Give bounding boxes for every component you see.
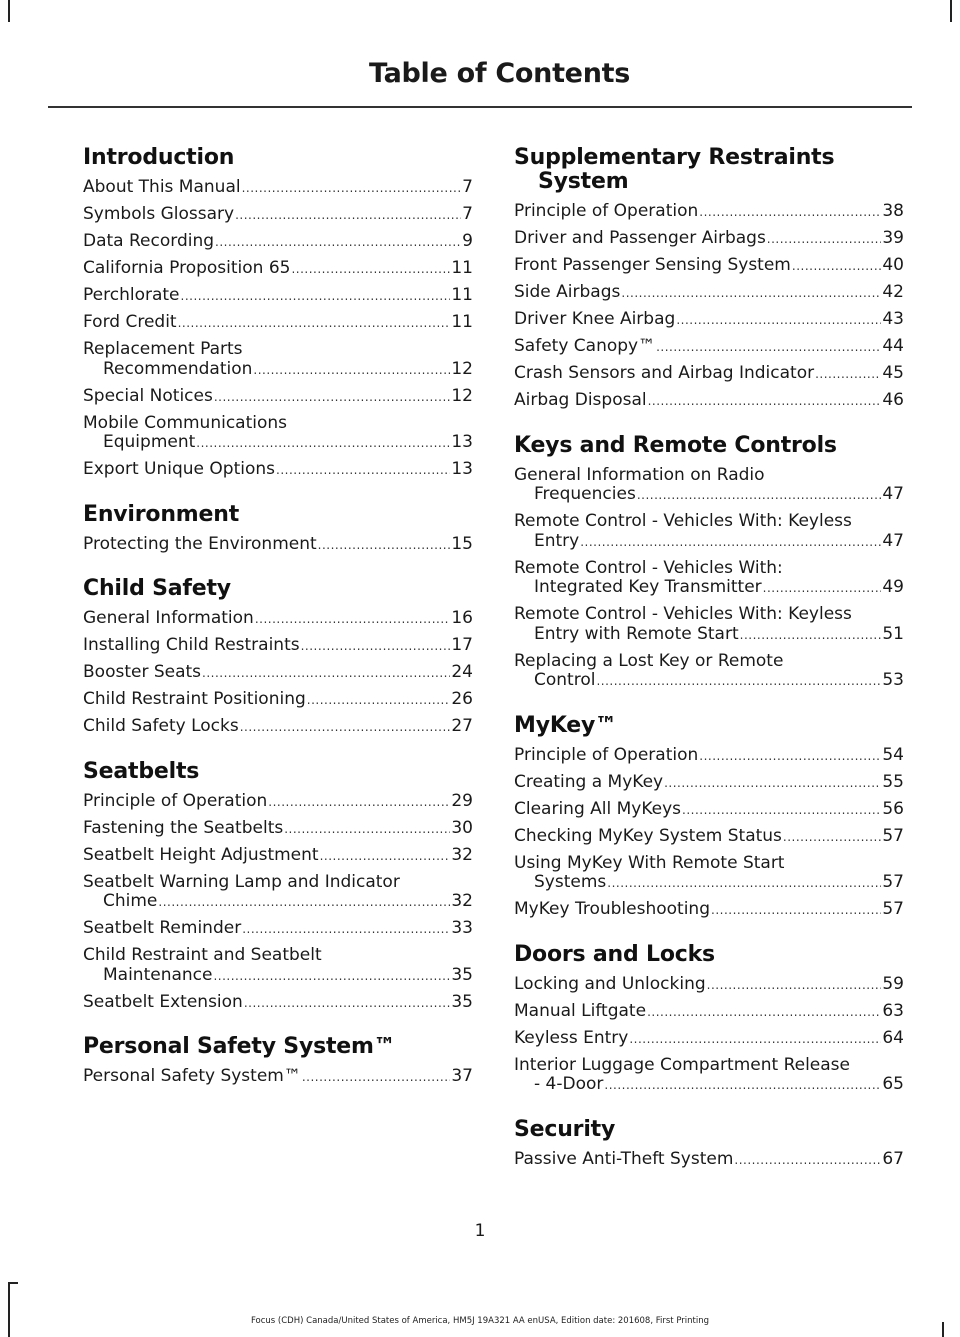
dot-leader — [604, 1076, 881, 1096]
toc-entry-title: Maintenance — [103, 964, 213, 985]
toc-entry-title: Child Restraint and Seatbelt — [83, 945, 322, 965]
dot-leader — [621, 284, 881, 304]
dot-leader — [629, 1030, 881, 1050]
toc-entry-title: Remote Control - Vehicles With: Keyless — [514, 604, 852, 624]
toc-entry-title: Creating a MyKey — [514, 771, 664, 792]
section-heading — [514, 146, 904, 194]
dot-leader — [276, 461, 450, 481]
toc-entry-page: 40 — [882, 255, 904, 275]
toc-entry-page: 65 — [882, 1074, 904, 1094]
toc-entry-title: Mobile Communications — [83, 412, 288, 433]
toc-entry-row — [83, 460, 473, 481]
toc-entry-title: Ford Credit — [83, 312, 177, 332]
crop-mark-bottom-left — [8, 1282, 10, 1337]
toc-entry-title: Passive Anti-Theft System — [514, 1148, 734, 1169]
header-divider — [48, 106, 912, 108]
dot-leader — [202, 664, 450, 684]
dot-leader — [682, 801, 881, 821]
toc-entry-row — [83, 819, 473, 840]
toc-entry-page: 59 — [882, 973, 904, 994]
toc-entry[interactable] — [83, 1067, 473, 1088]
toc-section — [83, 503, 473, 556]
toc-entry-row — [514, 873, 904, 894]
dot-leader — [637, 486, 882, 506]
toc-entry-title: Seatbelt Extension — [83, 991, 243, 1012]
toc-entry-title: Export Unique Options — [83, 459, 276, 479]
toc-entry-title: Seatbelt Height Adjustment — [83, 844, 319, 865]
toc-entry-row — [83, 993, 473, 1014]
toc-entry-title: Symbols Glossary — [83, 204, 235, 224]
dot-leader — [783, 828, 881, 848]
toc-entry-title: Remote Control - Vehicles With: Keyless — [514, 511, 852, 531]
toc-section — [514, 434, 904, 692]
toc-entry-row — [83, 966, 473, 987]
toc-entry-title: Seatbelt Reminder — [83, 918, 242, 938]
toc-entry-row — [514, 1029, 904, 1050]
toc-entry-page: 7 — [462, 177, 473, 197]
toc-entry-page: 44 — [882, 336, 904, 356]
dot-leader — [767, 230, 882, 250]
dot-leader — [307, 691, 451, 711]
toc-entry[interactable] — [514, 1029, 904, 1050]
toc-entry-row — [83, 690, 473, 711]
dot-leader — [711, 901, 881, 921]
dot-leader — [318, 536, 451, 556]
toc-entry-row — [514, 391, 904, 412]
dot-leader — [648, 392, 882, 412]
toc-entry[interactable] — [514, 391, 904, 412]
toc-entry-page: 55 — [882, 771, 904, 792]
toc-entry[interactable] — [514, 512, 904, 552]
toc-entry[interactable] — [83, 946, 473, 986]
toc-entry-page: 57 — [882, 825, 904, 846]
toc-entry-row — [83, 360, 473, 381]
toc-entry-row — [514, 900, 904, 921]
toc-entry[interactable] — [514, 337, 904, 358]
toc-entry-title: Booster Seats — [83, 662, 202, 682]
toc-entry-page: 30 — [451, 817, 473, 838]
toc-entry[interactable] — [514, 1056, 904, 1096]
dot-leader — [699, 203, 881, 223]
toc-entry-title: Locking and Unlocking — [514, 973, 706, 994]
toc-entry-row — [514, 364, 904, 385]
dot-leader — [707, 976, 882, 996]
section-heading-line: Doors and Locks — [514, 941, 715, 967]
dot-leader — [291, 260, 450, 280]
toc-entry-row — [83, 717, 473, 738]
toc-entry-title: Control — [534, 670, 596, 690]
section-heading-line: Security — [514, 1116, 616, 1142]
toc-entry-page: 11 — [451, 285, 473, 305]
toc-entry-title: California Proposition 65 — [83, 258, 291, 278]
toc-entry-row — [514, 229, 904, 250]
toc-entry-page: 11 — [451, 312, 473, 332]
dot-leader — [235, 206, 461, 226]
toc-entry-title: Recommendation — [103, 358, 253, 379]
toc-entry-title: Seatbelt Warning Lamp and Indicator — [83, 871, 400, 892]
toc-entry-title: - 4-Door — [534, 1074, 604, 1094]
toc-entry-page: 29 — [451, 790, 473, 811]
toc-entry-page: 64 — [882, 1027, 904, 1048]
toc-entry-page: 57 — [882, 899, 904, 919]
toc-entry-page: 57 — [882, 872, 904, 892]
toc-entry-page: 54 — [882, 744, 904, 765]
toc-entry-title: Entry — [534, 530, 580, 551]
section-heading — [83, 1035, 473, 1059]
toc-entry-row — [514, 746, 904, 767]
toc-entry[interactable] — [83, 663, 473, 684]
crop-mark-top-left — [8, 0, 10, 22]
toc-entry[interactable] — [83, 717, 473, 738]
toc-entry[interactable] — [83, 414, 473, 454]
toc-entry-title: Front Passenger Sensing System — [514, 255, 791, 275]
dot-leader — [284, 820, 450, 840]
toc-entry[interactable] — [83, 205, 473, 226]
toc-entry-page: 35 — [451, 991, 473, 1012]
toc-entry-row — [514, 1075, 904, 1096]
dot-leader — [301, 637, 451, 657]
toc-entry-title: Perchlorate — [83, 285, 180, 305]
toc-section — [514, 714, 904, 921]
dot-leader — [213, 967, 450, 987]
toc-entry-row — [514, 202, 904, 223]
section-heading-line: Keys and Remote Controls — [514, 432, 837, 458]
toc-entry-title: About This Manual — [83, 177, 241, 197]
toc-entry-title: Installing Child Restraints — [83, 635, 300, 655]
toc-entry-title: MyKey Troubleshooting — [514, 899, 710, 919]
toc-entry-title: Side Airbags — [514, 282, 621, 302]
toc-entry-page: 42 — [882, 282, 904, 302]
toc-entry-page: 37 — [451, 1066, 473, 1086]
toc-entry[interactable] — [83, 919, 473, 940]
toc-entry-title: General Information on Radio — [514, 464, 765, 485]
dot-leader — [656, 338, 881, 358]
dot-leader — [240, 718, 451, 738]
toc-entry[interactable] — [514, 773, 904, 794]
toc-entry-page: 46 — [882, 390, 904, 410]
toc-entry[interactable] — [514, 202, 904, 223]
toc-entry-title: Child Safety Locks — [83, 716, 239, 736]
dot-leader — [664, 774, 881, 794]
dot-leader — [740, 626, 882, 646]
crop-mark-bottom-left-h — [8, 1282, 18, 1284]
toc-entry-row — [83, 286, 473, 307]
section-heading — [83, 146, 473, 170]
toc-entry-title: Keyless Entry — [514, 1027, 629, 1048]
toc-entry[interactable] — [514, 466, 904, 506]
toc-entry[interactable] — [514, 283, 904, 304]
toc-entry-page: 38 — [882, 201, 904, 221]
toc-entry[interactable] — [83, 460, 473, 481]
dot-leader — [181, 287, 451, 307]
dot-leader — [302, 1068, 451, 1088]
toc-entry-title: Child Restraint Positioning — [83, 689, 306, 709]
toc-entry-page: 13 — [451, 459, 473, 479]
section-heading — [514, 434, 904, 458]
toc-entry-row — [514, 310, 904, 331]
toc-entry-row — [514, 671, 904, 692]
toc-entry[interactable] — [83, 232, 473, 253]
toc-entry-title: Integrated Key Transmitter — [534, 577, 762, 597]
toc-section — [83, 1035, 473, 1088]
dot-leader — [320, 847, 451, 867]
toc-entry[interactable] — [514, 652, 904, 692]
toc-entry-title: Replacement Parts — [83, 339, 243, 359]
section-heading-line: Supplementary Restraints — [514, 145, 835, 170]
toc-entry-page: 15 — [451, 533, 473, 554]
toc-entry-row — [514, 1150, 904, 1171]
toc-entry-title: Fastening the Seatbelts — [83, 817, 284, 838]
toc-entry-title: Principle of Operation — [514, 201, 699, 221]
toc-entry-title: Airbag Disposal — [514, 390, 647, 410]
toc-entry-row — [514, 827, 904, 848]
toc-entry-page: 53 — [882, 670, 904, 690]
toc-entry[interactable] — [83, 340, 473, 380]
dot-leader — [763, 579, 882, 599]
dot-leader — [178, 314, 451, 334]
toc-entry[interactable] — [83, 993, 473, 1014]
dot-leader — [734, 1151, 881, 1171]
toc-entry[interactable] — [83, 873, 473, 913]
toc-entry-row — [514, 975, 904, 996]
toc-entry-page: 56 — [882, 798, 904, 819]
dot-leader — [792, 257, 881, 277]
toc-entry[interactable] — [83, 259, 473, 280]
dot-leader — [647, 1003, 881, 1023]
toc-entry-row — [514, 625, 904, 646]
dot-leader — [244, 994, 451, 1014]
toc-entry-row — [83, 892, 473, 913]
dot-leader — [580, 533, 881, 553]
toc-entry-page: 51 — [882, 623, 904, 644]
toc-entry[interactable] — [514, 746, 904, 767]
toc-entry[interactable] — [83, 690, 473, 711]
page-number: 1 — [474, 1221, 486, 1241]
toc-entry-title: Using MyKey With Remote Start — [514, 852, 785, 873]
toc-entry-title: Clearing All MyKeys — [514, 798, 682, 819]
toc-entry-page: 13 — [451, 432, 473, 452]
toc-entry-title: Chime — [103, 891, 158, 911]
section-heading — [83, 760, 473, 784]
toc-entry[interactable] — [83, 609, 473, 630]
toc-entry-page: 12 — [451, 385, 473, 406]
toc-entry-page: 27 — [451, 716, 473, 736]
toc-entry[interactable] — [514, 975, 904, 996]
toc-entry[interactable] — [514, 1150, 904, 1171]
dot-leader — [253, 361, 450, 381]
dot-leader — [215, 233, 461, 253]
toc-entry[interactable] — [514, 605, 904, 645]
toc-entry[interactable] — [514, 364, 904, 385]
toc-entry-page: 17 — [451, 635, 473, 655]
toc-entry-row — [83, 232, 473, 253]
toc-section — [83, 577, 473, 738]
toc-entry-page: 49 — [882, 577, 904, 597]
toc-entry[interactable] — [83, 792, 473, 813]
toc-entry-title: Equipment — [103, 432, 196, 452]
toc-entry-page: 67 — [882, 1148, 904, 1169]
toc-entry-row — [83, 178, 473, 199]
toc-entry-title: Principle of Operation — [83, 790, 268, 811]
toc-section — [514, 146, 904, 412]
toc-section — [83, 146, 473, 481]
section-heading — [514, 714, 904, 738]
dot-leader — [699, 747, 881, 767]
section-heading-line: System — [538, 169, 629, 194]
toc-entry-row — [514, 773, 904, 794]
footer-edition-info: Focus (CDH) Canada/United States of America, HM5J 19A321 AA enUSA, Edition date: 201608, First Printing — [250, 1316, 710, 1326]
toc-entry[interactable] — [83, 387, 473, 408]
toc-entry-title: Data Recording — [83, 231, 215, 251]
toc-entry-row — [83, 433, 473, 454]
toc-entry-title: Personal Safety System™ — [83, 1066, 301, 1086]
toc-entry-title: General Information — [83, 608, 254, 628]
toc-entry-row — [83, 535, 473, 556]
toc-entry-row — [83, 259, 473, 280]
toc-section — [514, 1118, 904, 1171]
toc-entry-page: 35 — [451, 964, 473, 985]
toc-entry-row — [83, 387, 473, 408]
toc-entry-row — [83, 313, 473, 334]
toc-entry-row — [514, 800, 904, 821]
toc-entry-title: Interior Luggage Compartment Release — [514, 1054, 850, 1075]
toc-entry-title: Replacing a Lost Key or Remote — [514, 650, 784, 671]
toc-entry-page: 33 — [451, 918, 473, 938]
toc-entry[interactable] — [514, 1002, 904, 1023]
toc-entry-title: Driver Knee Airbag — [514, 309, 676, 329]
toc-entry-page: 26 — [451, 689, 473, 709]
toc-entry-title: Entry with Remote Start — [534, 623, 739, 644]
toc-entry-title: Protecting the Environment — [83, 533, 317, 554]
toc-entry-page: 43 — [882, 309, 904, 329]
dot-leader — [815, 365, 881, 385]
toc-entry[interactable] — [514, 900, 904, 921]
dot-leader — [242, 179, 462, 199]
toc-entry[interactable] — [514, 800, 904, 821]
toc-entry-page: 12 — [451, 358, 473, 379]
section-heading — [514, 943, 904, 967]
toc-entry-page: 32 — [451, 891, 473, 911]
toc-entry-row — [83, 663, 473, 684]
toc-entry-row — [83, 609, 473, 630]
toc-entry-title: Manual Liftgate — [514, 1000, 647, 1021]
toc-entry-title: Systems — [534, 872, 607, 892]
section-heading-line: Child Safety — [83, 576, 231, 601]
section-heading-line: MyKey™ — [514, 712, 617, 738]
toc-entry-page: 63 — [882, 1000, 904, 1021]
toc-column-right — [514, 146, 904, 1192]
toc-entry-page: 16 — [451, 608, 473, 628]
toc-entry[interactable] — [83, 535, 473, 556]
toc-entry-row — [83, 846, 473, 867]
dot-leader — [214, 388, 451, 408]
toc-entry-title: Special Notices — [83, 385, 213, 406]
toc-entry[interactable] — [83, 313, 473, 334]
toc-entry-page: 47 — [882, 484, 904, 504]
toc-entry[interactable] — [514, 256, 904, 277]
toc-entry-row — [514, 283, 904, 304]
section-heading — [83, 577, 473, 601]
toc-entry-row — [514, 256, 904, 277]
toc-section — [83, 760, 473, 1014]
toc-entry-row — [83, 1067, 473, 1088]
toc-entry-row — [83, 792, 473, 813]
toc-entry-title: Checking MyKey System Status — [514, 825, 782, 846]
toc-section — [514, 943, 904, 1096]
toc-entry-page: 9 — [462, 231, 473, 251]
section-heading — [514, 1118, 904, 1142]
toc-entry[interactable] — [83, 286, 473, 307]
toc-entry[interactable] — [83, 846, 473, 867]
dot-leader — [596, 672, 881, 692]
toc-entry-title: Remote Control - Vehicles With: — [514, 557, 783, 578]
toc-entry-title: Principle of Operation — [514, 744, 699, 765]
section-heading-line: Environment — [83, 501, 240, 527]
toc-entry[interactable] — [83, 178, 473, 199]
toc-entry[interactable] — [514, 310, 904, 331]
dot-leader — [255, 610, 451, 630]
dot-leader — [242, 920, 450, 940]
toc-entry-page: 45 — [882, 363, 904, 383]
section-heading-line: Seatbelts — [83, 758, 200, 784]
toc-entry-page: 24 — [451, 662, 473, 682]
toc-entry-title: Driver and Passenger Airbags — [514, 228, 766, 248]
crop-mark-top-right — [950, 0, 952, 22]
toc-entry[interactable] — [514, 559, 904, 599]
toc-entry-page: 11 — [451, 258, 473, 278]
toc-entry[interactable] — [514, 229, 904, 250]
toc-entry-row — [514, 532, 904, 553]
toc-entry-title: Frequencies — [534, 484, 636, 504]
dot-leader — [268, 793, 450, 813]
toc-entry[interactable] — [83, 636, 473, 657]
toc-entry-row — [514, 578, 904, 599]
dot-leader — [158, 893, 450, 913]
toc-entry-row — [514, 485, 904, 506]
toc-entry-row — [83, 919, 473, 940]
toc-entry-page: 39 — [882, 228, 904, 248]
toc-entry-page: 47 — [882, 530, 904, 551]
toc-entry[interactable] — [514, 827, 904, 848]
toc-entry-row — [514, 337, 904, 358]
toc-column-left — [83, 146, 473, 1110]
toc-entry-page: 32 — [451, 844, 473, 865]
section-heading-line: Introduction — [83, 145, 235, 170]
toc-entry[interactable] — [514, 854, 904, 894]
toc-entry-row — [83, 636, 473, 657]
toc-entry[interactable] — [83, 819, 473, 840]
toc-entry-title: Crash Sensors and Airbag Indicator — [514, 363, 815, 383]
toc-entry-row — [514, 1002, 904, 1023]
dot-leader — [676, 311, 881, 331]
toc-entry-row — [83, 205, 473, 226]
section-heading — [83, 503, 473, 527]
dot-leader — [607, 874, 881, 894]
section-heading-line: Personal Safety System™ — [83, 1034, 396, 1059]
dot-leader — [196, 434, 450, 454]
toc-entry-title: Safety Canopy™ — [514, 336, 656, 356]
page-title: Table of Contents — [368, 58, 630, 89]
toc-entry-page: 7 — [462, 204, 473, 224]
